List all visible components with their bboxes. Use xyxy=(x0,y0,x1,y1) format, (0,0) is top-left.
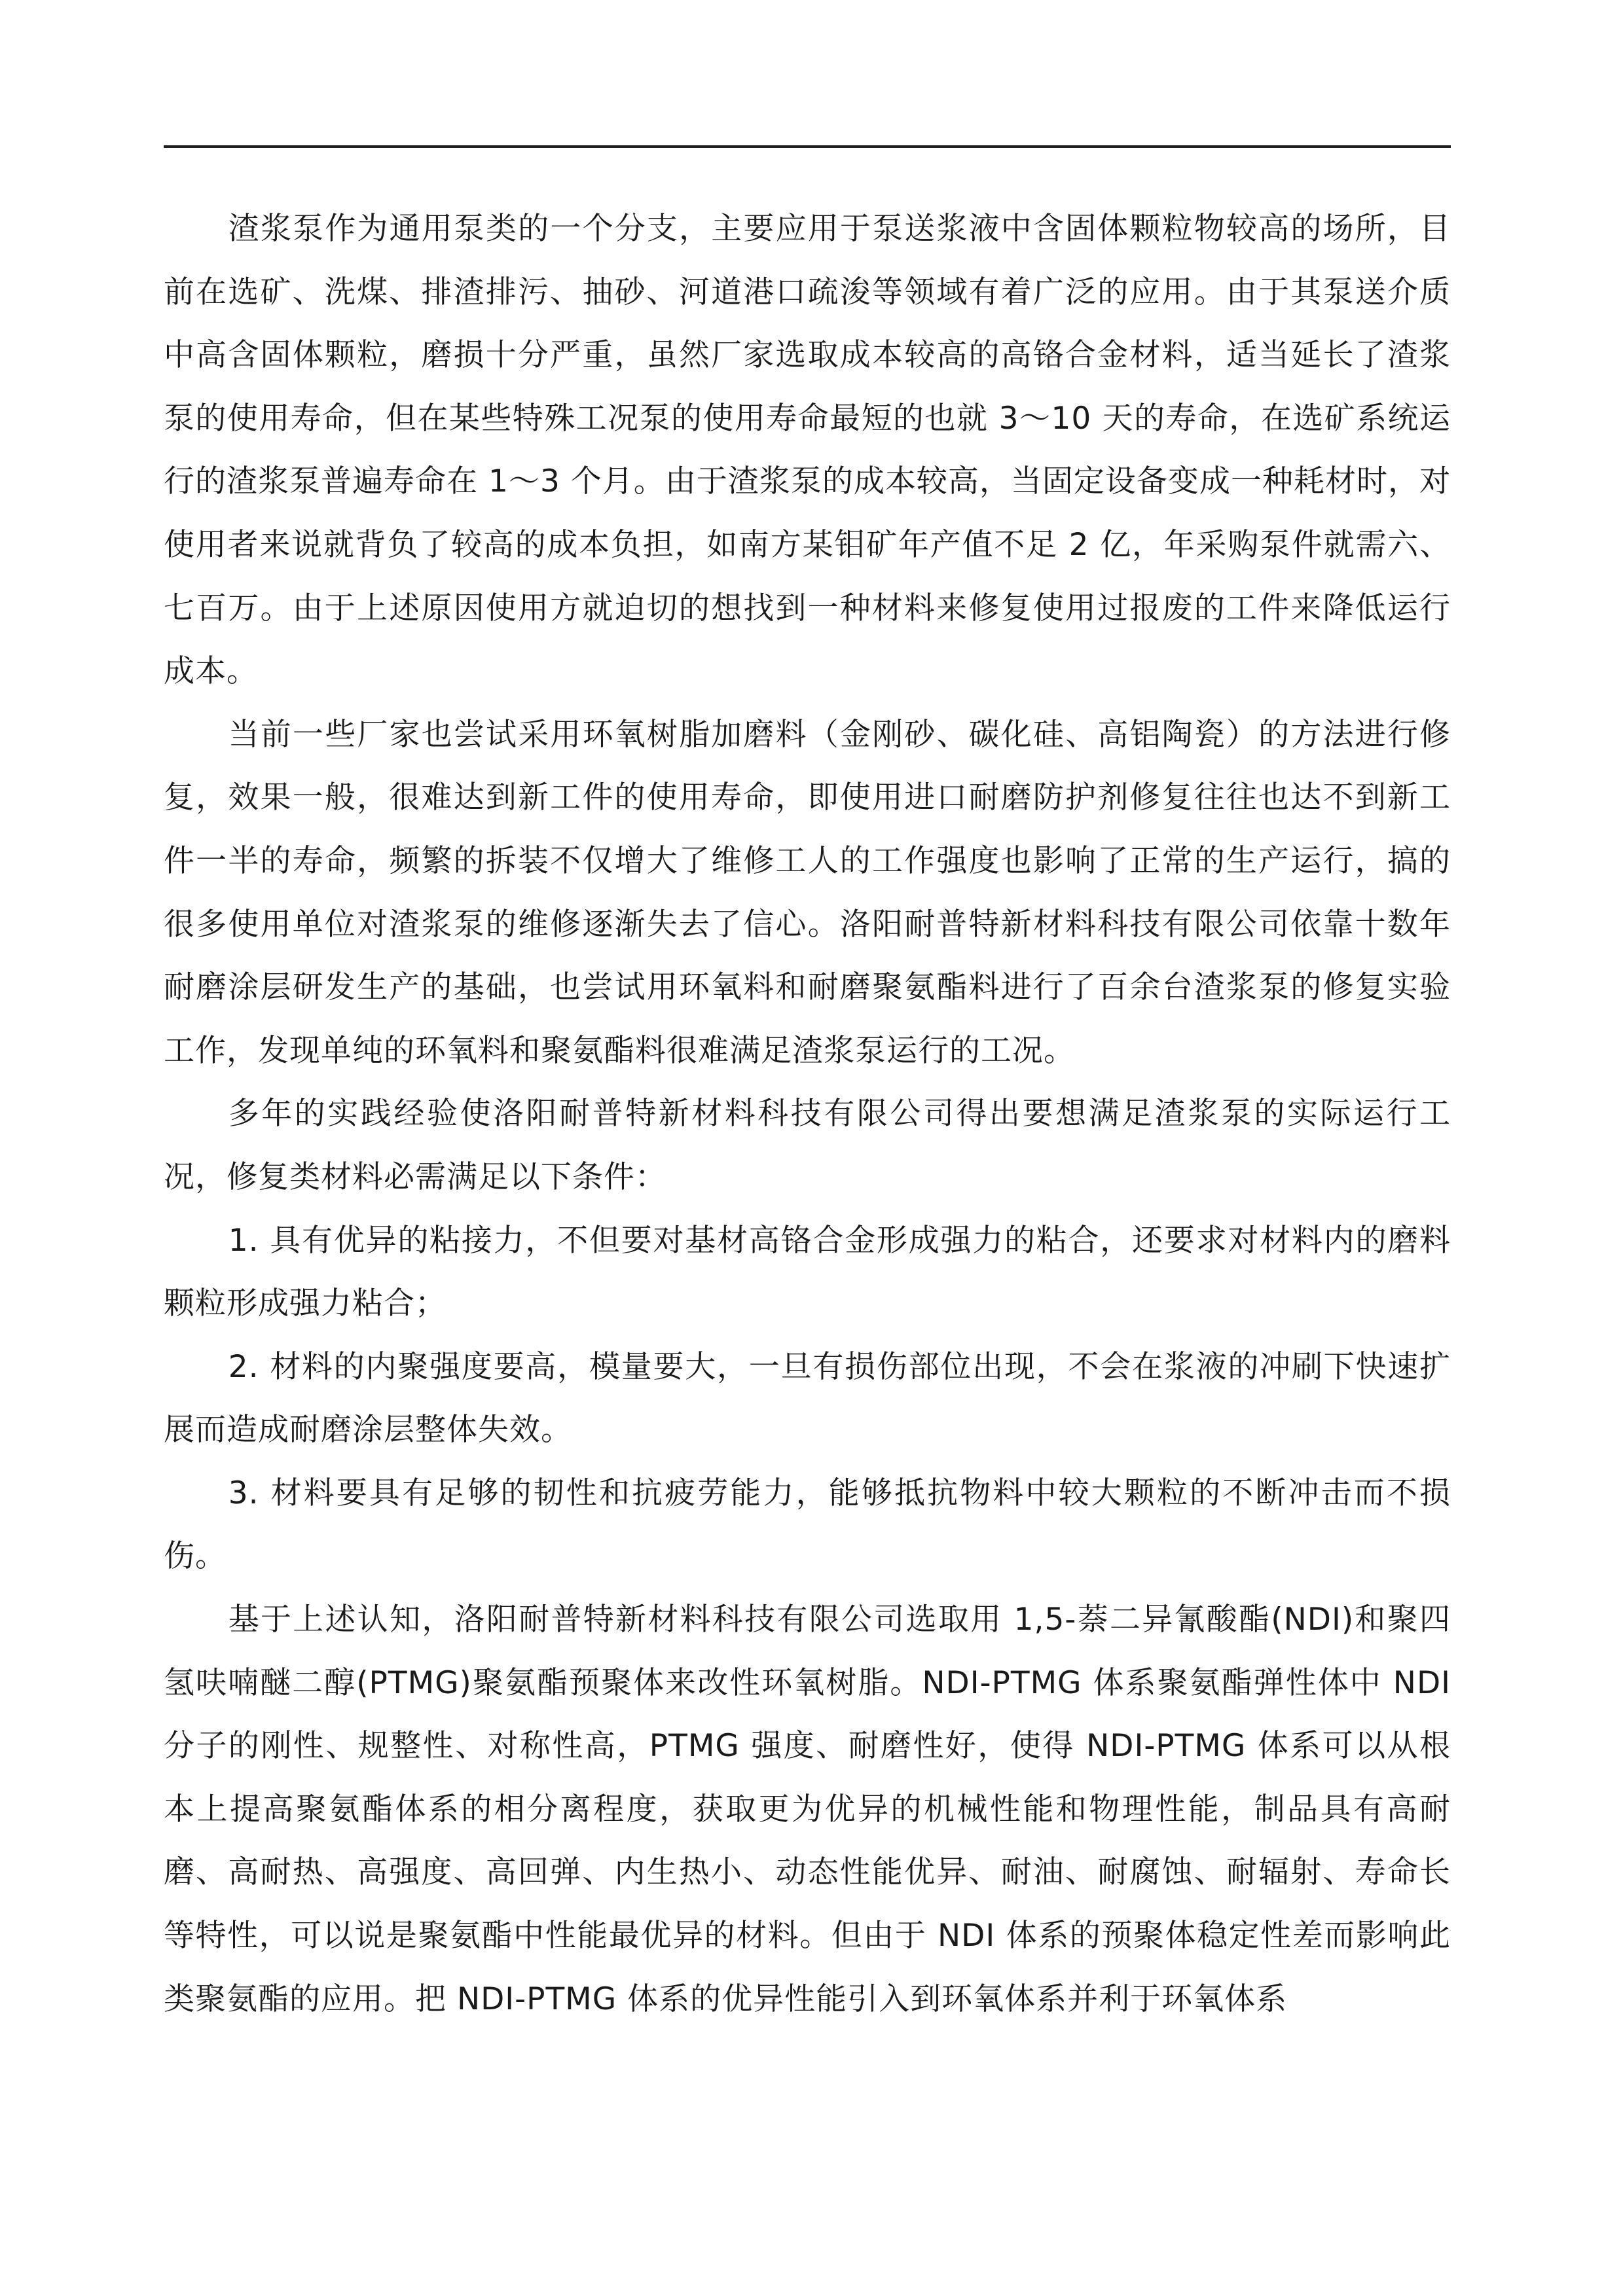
requirement-item-1: 1. 具有优异的粘接力，不但要对基材高铬合金形成强力的粘合，还要求对材料内的磨料颗粒形成强力粘合； xyxy=(164,1222,1451,1322)
paragraph-ndi-ptmg-approach: 基于上述认知，洛阳耐普特新材料科技有限公司选取用 1,5-萘二异氰酸酯(NDI)和聚四氢呋喃醚二醇(PTMG)聚氨酯预聚体来改性环氧树脂。NDI-PTMG 体系聚氨酯弹性体中 NDI 分子的刚性、规整性、对称性高，PTMG 强度、耐磨性好，使得 NDI-PTMG 体系可以从根本上提高聚氨酯体系的相分离程度，获取更为优异的机械性能和物理性能，制品具有高耐磨、高耐热、高强度、高回弹、内生热小、动态性能优异、耐油、耐腐蚀、耐辐射、寿命长等特性，可以说是聚氨酯中性能最优异的材料。但由于 NDI 体系的预聚体稳定性差而影响此类聚氨酯的应用。把 NDI-PTMG 体系的优异性能引入到环氧体系并利于环氧体系 xyxy=(164,1602,1451,2017)
paragraph-requirements-intro: 多年的实践经验使洛阳耐普特新材料科技有限公司得出要想满足渣浆泵的实际运行工况，修复类材料必需满足以下条件： xyxy=(164,1096,1451,1195)
requirement-item-3: 3. 材料要具有足够的韧性和抗疲劳能力，能够抵抗物料中较大颗粒的不断冲击而不损伤。 xyxy=(164,1475,1451,1575)
requirement-item-2: 2. 材料的内聚强度要高，模量要大，一旦有损伤部位出现，不会在浆液的冲刷下快速扩展而造成耐磨涂层整体失效。 xyxy=(164,1348,1451,1448)
header-rule xyxy=(164,145,1451,148)
paragraph-current-repair-methods: 当前一些厂家也尝试采用环氧树脂加磨料（金刚砂、碳化硅、高铝陶瓷）的方法进行修复，效果一般，很难达到新工件的使用寿命，即使用进口耐磨防护剂修复往往也达不到新工件一半的寿命，频繁的拆装不仅增大了维修工人的工作强度也影响了正常的生产运行，搞的很多使用单位对渣浆泵的维修逐渐失去了信心。洛阳耐普特新材料科技有限公司依靠十数年耐磨涂层研发生产的基础，也尝试用环氧料和耐磨聚氨酯料进行了百余台渣浆泵的修复实验工作，发现单纯的环氧料和聚氨酯料很难满足渣浆泵运行的工况。 xyxy=(164,716,1451,1069)
paragraph-slurry-pump-intro: 渣浆泵作为通用泵类的一个分支，主要应用于泵送浆液中含固体颗粒物较高的场所，目前在选矿、洗煤、排渣排污、抽砂、河道港口疏浚等领域有着广泛的应用。由于其泵送介质中高含固体颗粒，磨损十分严重，虽然厂家选取成本较高的高铬合金材料，适当延长了渣浆泵的使用寿命，但在某些特殊工况泵的使用寿命最短的也就 3～10 天的寿命，在选矿系统运行的渣浆泵普遍寿命在 1～3 个月。由于渣浆泵的成本较高，当固定设备变成一种耗材时，对使用者来说就背负了较高的成本负担，如南方某钼矿年产值不足 2 亿，年采购泵件就需六、七百万。由于上述原因使用方就迫切的想找到一种材料来修复使用过报废的工件来降低运行成本。 xyxy=(164,211,1451,690)
document-body xyxy=(164,198,1451,2031)
